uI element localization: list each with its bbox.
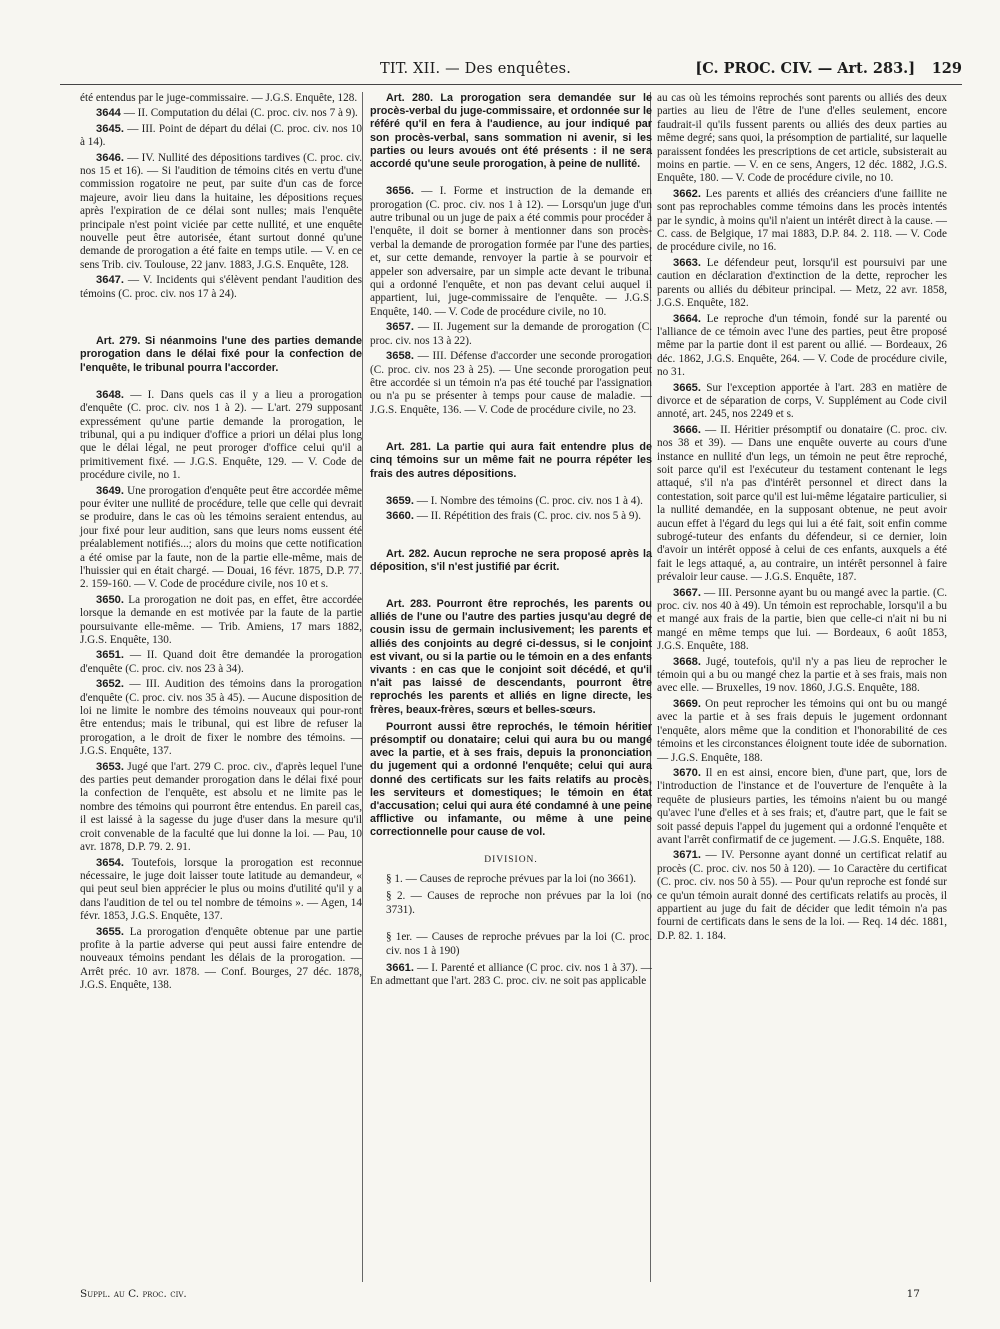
article-283-continued: Pourront aussi être reprochés, le témoin héritier présomptif ou donataire; celui qui aura bu ou mangé avec la partie, et à ses frais, depuis la prononciation du jugement qui a ordonné l'enquête; celui qui aura donné des certificats sur les faits relatifs au procès, les serviteurs et domestiques; le témoin en état d'accusation; celui qui aura été condamné à une peine afflictive ou infamante, ou même à une peine correctionnelle pour cause de vol. (370, 720, 652, 839)
code-article-reference: [C. PROC. CIV. — Art. 283.] (695, 60, 916, 77)
column-right (657, 92, 947, 945)
paragraph-3647: 3647. — V. Incidents qui s'élèvent pendant l'audition des témoins (C. proc. civ. nos 17 à 24). (80, 274, 362, 300)
paragraph-3660: 3660. — II. Répétition des frais (C. proc. civ. nos 5 à 9). (386, 510, 642, 523)
article-281: Art. 281. La partie qui aura fait entendre plus de cinq témoins sur un même fait ne pourra répéter les frais des autres dépositions. (370, 441, 652, 480)
paragraph-3665: 3665. Sur l'exception apportée à l'art. 283 en matière de divorce et de séparation de corps, V. Supplément au Code civil annoté, art. 245, nos 2249 et s. (657, 381, 947, 421)
paragraph-number: 3651. (96, 649, 124, 662)
paragraph-3646: 3646. — IV. Nullité des dépositions tardives (C. proc. civ. nos 15 et 16). — Si l'audition de témoins cités en vertu d'une commission rogatoire ne peut, par suite d'un cas de force majeure, avoir lieu dans la huitaine, les dépositions reçues après l'expiration de ce délai sont nulles; mais l'enquête principale n'est point viciée par cette nullité, et une enquête nouvelle peut être autorisée, étant surtout donné qu'une demande de prorogation a été faite en temps utile. — V. en ce sens Trib. civ. Toulouse, 22 janv. 1883, J.G.S. Enquête, 128. (80, 151, 362, 271)
paragraph-number: 3668. (673, 655, 701, 668)
paragraph-number: 3666. (673, 423, 701, 436)
paragraph-3656: 3656. — I. Forme et instruction de la demande en prorogation (C. proc. civ. nos 1 à 12). — Lorsqu'un juge d'un autre tribunal ou un juge de paix a été commis pour procéder à l'enquête, il doit se borner à mentionner dans son procès-verbal la demande de prorogation formée par l'une des parties, et, sur cette demande, renvoyer la partie à se pourvoir et appeler son adversaire, par un simple acte devant le tribunal qui a ordonné l'enquête, et non pas devant celui auquel il appartient, lui, juge-commissaire de l'enquête. — J.G.S. Enquête, 140. — V. Code de procédure civile, no 10. (370, 185, 652, 318)
page-header (380, 60, 962, 84)
column-divider-1 (362, 92, 363, 1282)
paragraph-3658: 3658. — III. Défense d'accorder une seconde prorogation (C. proc. civ. nos 23 à 25). — Une seconde prorogation peut être accordée si un témoin n'a pas été touché par l'assignation ou n'a pu se présenter à temps pour cause de maladie. — J.G.S. Enquête, 136. — V. Code de procédure civile, no 23. (370, 350, 652, 416)
signature-number: 17 (906, 1288, 920, 1300)
paragraph-3670: 3670. Il en est ainsi, encore bien, d'une part, que, lors de l'introduction de l'instance et de l'ouverture de l'enquête à la requête de plusieurs parties, les témoins n'aient bu ou mangé qu'avec l'une d'elles et à ses frais; et, d'autre part, que le fait se soit passé depuis l'appel du jugement qui a ordonné l'enquête et avant l'arrêt confirmatif de ce jugement. — J.G.S. Enquête, 188. (657, 766, 947, 846)
paragraph-3654: 3654. Toutefois, lorsque la prorogation est reconnue nécessaire, le juge doit laisser toute latitude au demandeur, « qui peut seul bien apprécier le plus ou moins d'utilité qu'il y a dans l'audition de tel ou tel nombre de témoins ». — Agen, 14 févr. 1853, J.G.S. Enquête, 137. (80, 856, 362, 923)
paragraph-number: 3650. (96, 593, 124, 606)
page-number: 129 (931, 60, 962, 77)
division-heading: DIVISION. (484, 854, 538, 865)
article-280: Art. 280. La prorogation sera demandée sur le procès-verbal du juge-commissaire, et ordonnée sur le référé qu'il en fera à l'audience, au jour indiqué par son procès-verbal, sans sommation ni avenir, si les parties ou leurs avoués ont été présents : il ne sera accordé qu'une seule prorogation, à peine de nullité. (370, 92, 652, 171)
paragraph-3655: 3655. La prorogation d'enquête obtenue par une partie profite à la partie adverse qui peut aussi faire entendre de nouveaux témoins pendant les délais de la prorogation. — Arrêt préc. 10 avr. 1878. — Conf. Bourges, 27 déc. 1878, J.G.S. Enquête, 138. (80, 925, 362, 992)
paragraph-number: 3656. (386, 185, 414, 198)
paragraph-number: 3645. (96, 122, 124, 135)
article-283: Art. 283. Pourront être reprochés, les parents ou alliés de l'une ou l'autre des parties jusqu'au degré de cousin issu de germain inclusivement; les parents et alliés des conjoints au degré ci-dessus, si le conjoint est vivant, ou si la partie ou le témoin en a des enfants vivants : en cas que le conjoint soit décédé, et qu'il n'ait pas laissé de descendants, pourront être reprochés les parents et alliés en ligne directe, les frères, beaux-frères, sœurs et belles-sœurs. (370, 597, 652, 716)
paragraph-3662: 3662. Les parents et alliés des créanciers d'une faillite ne sont pas reprochables comme témoins dans les procès intentés par le syndic, à moins qu'il n'aient un intérêt direct à la cause. — C. cass. de Belgique, 17 mai 1883, D.P. 84. 2. 118. — V. Code de procédure civile, no 16. (657, 187, 947, 254)
section-1-heading: § 1er. — Causes de reproche prévues par la loi (C. proc. civ. nos 1 à 190) (386, 931, 652, 957)
paragraph-3661: 3661. — I. Parenté et alliance (C proc. civ. nos 1 à 37). — En admettant que l'art. 283 C. proc. civ. ne soit pas applicable (370, 962, 652, 988)
paragraph-number: 3657. (386, 321, 414, 334)
paragraph: été entendus par le juge-commissaire. — J.G.S. Enquête, 128. (80, 92, 358, 104)
paragraph-number: 3665. (673, 381, 701, 394)
paragraph-number: 3646. (96, 151, 124, 164)
paragraph-number: 3671. (673, 849, 701, 862)
paragraph-number: 3647. (96, 274, 124, 287)
paragraph-number: 3648. (96, 388, 124, 401)
paragraph-3671: 3671. — IV. Personne ayant donné un certificat relatif au procès (C. proc. civ. nos 50 à 120). — 1o Caractère du certificat (C. proc. civ. nos 50 à 55). — Pour qu'un reproche est fondé sur ce qu'un témoin aurait donné des certificats relatifs au procès, il appartient au juge du fait de décider que ledit témoin n'a pas fourni de certificats dans le sens de la loi. — Req. 14 déc. 1881, D.P. 82. 1. 184. (657, 849, 947, 942)
paragraph-3644: 3644 — II. Computation du délai (C. proc. civ. nos 7 à 9). (96, 107, 358, 120)
paragraph-3650: 3650. La prorogation ne doit pas, en effet, être accordée lorsque la demande en est motivée par la faute de la partie poursuivante elle-même. — Trib. Amiens, 17 mars 1882, J.G.S. Enquête, 130. (80, 593, 362, 647)
paragraph-number: 3658. (386, 350, 414, 363)
paragraph-number: 3649. (96, 484, 124, 497)
paragraph-number: 3652. (96, 678, 124, 691)
paragraph-3652: 3652. — III. Audition des témoins dans la prorogation d'enquête (C. proc. civ. nos 35 à 45). — Aucune disposition de loi ne limite le nombre des témoins nouveaux qui pour-ront être entendus; mais le tribunal, qui est libre de refuser la prorogation, a le droit de fixer le nombre des témoins. — J.G.S. Enquête, 137. (80, 678, 362, 758)
paragraph-number: 3659. (386, 494, 414, 507)
paragraph-3663: 3663. Le défendeur peut, lorsqu'il est poursuivi par une caution en déclaration d'extinction de la dette, reprocher les parents ou alliés du débiteur principal. — Metz, 22 avr. 1858, J.G.S. Enquête, 182. (657, 256, 947, 310)
article-282: Art. 282. Aucun reproche ne sera proposé après la déposition, s'il n'est justifié par écrit. (370, 547, 652, 573)
footer-collection: Suppl. au C. proc. civ. (80, 1288, 187, 1300)
paragraph-number: 3653. (96, 760, 124, 773)
paragraph-number: 3667. (673, 586, 701, 599)
running-title: TIT. XII. — Des enquêtes. (380, 61, 572, 77)
paragraph-3657: 3657. — II. Jugement sur la demande de prorogation (C. proc. civ. nos 13 à 22). (370, 321, 652, 347)
paragraph-3649: 3649. Une prorogation d'enquête peut être accordée même pour éviter une nullité de procédure, telle que celle qui devrait se produire, dans le cas où les témoins seraient entendus, au jour fixé pour leur audition, sans que leurs noms eussent été préalablement notifiés...; alors du moins que cette notification a été omise par la faute, non de la partie elle-même, mais de l'huissier qui en était chargé. — Douai, 16 févr. 1875, D.P. 77. 2. 159-160. — V. Code de procédure civile, nos 10 et s. (80, 484, 362, 591)
paragraph-3653: 3653. Jugé que l'art. 279 C. proc. civ., d'après lequel l'une des parties peut demander prorogation dans le délai fixé pour la confection de l'enquête, est absolu et ne limite pas le nombre des témoins qui pourront être entendus. En pareil cas, il est laissé à la sagesse du juge d'user dans la mesure qu'il croit convenable de la faculté que lui donne la loi. — Pau, 10 avr. 1878, D.P. 79. 2. 91. (80, 760, 362, 854)
paragraph-number: 3670. (673, 766, 701, 779)
paragraph-3648: 3648. — I. Dans quels cas il y a lieu a prorogation d'enquête (C. proc. civ. nos 1 à 2). — L'art. 279 supposant expressément qu'une partie demande la prorogation, le tribunal, qui a pu indiquer d'office a priori un délai plus long que le délai légal, ne peut proroger d'office celui qu'il a primitivement fixé. — J.G.S. Enquête, 129. — V. Code de procédure civile, no 1. (80, 388, 362, 482)
page-footer (80, 1288, 920, 1300)
paragraph-number: 3662. (673, 187, 701, 200)
column-left (80, 92, 362, 995)
paragraph-number: 3663. (673, 256, 701, 269)
paragraph-number: 3644 (96, 107, 121, 120)
header-rule (60, 84, 962, 85)
paragraph-3651: 3651. — II. Quand doit être demandée la prorogation d'enquête (C. proc. civ. nos 23 à 34). (80, 649, 362, 675)
division-section-1: § 1. — Causes de reproche prévues par la loi (no 3661). (386, 873, 637, 886)
paragraph-number: 3661. (386, 962, 414, 975)
paragraph-3659: 3659. — I. Nombre des témoins (C. proc. civ. nos 1 à 4). (386, 494, 643, 507)
paragraph-continued: au cas où les témoins reprochés sont parents ou alliés des deux parties au lieu de l'être de l'une d'elles seulement, encore faudrait-il qu'ils fussent parents ou alliés des deux parties au même degré; sans quoi, la présomption de partialité, sur laquelle paraissent fondées les prescriptions de cet article, subsisterait au moins en partie. — V. en ce sens, Angers, 12 déc. 1882, J.G.S. Enquête, 180. — V. Code de procédure civile, no 10. (657, 92, 947, 185)
paragraph-3668: 3668. Jugé, toutefois, qu'il n'y a pas lieu de reprocher le témoin qui a bu ou mangé chez la partie et à ses frais, mais non avec elle. — Bruxelles, 19 nov. 1860, J.G.S. Enquête, 188. (657, 655, 947, 695)
paragraph-number: 3660. (386, 510, 414, 523)
paragraph-3666: 3666. — II. Héritier présomptif ou donataire (C. proc. civ. nos 38 et 39). — Dans une enquête ouverte au cours d'une instance en nullité d'un legs, un témoin ne peut être reproché, soit parce qu'il est l'exécuteur du testament contenant le legs attaqué, s'il n'a pas d'intérêt personnel et direct dans la contestation, soit parce qu'il est lui-même légataire particulier, si la nullité demandée, en la supposant obtenue, ne peut avoir aucun effet à l'égard du legs qui lui a été fait, soit enfin comme subrogé-tuteur des enfants du défendeur, si ce dernier, loin d'avoir un intérêt opposé à celui de ces enfants, auxquels a été fait le legs attaqué, a, au contraire, un intérêt personnel à faire prévaloir leur cause. — J.G.S. Enquête, 187. (657, 423, 947, 584)
column-middle (370, 92, 652, 991)
paragraph-number: 3664. (673, 312, 701, 325)
paragraph-number: 3669. (673, 697, 701, 710)
paragraph-3645: 3645. — III. Point de départ du délai (C. proc. civ. nos 10 à 14). (80, 122, 362, 149)
article-279: Art. 279. Si néanmoins l'une des parties demande prorogation dans le délai fixé pour la confection de l'enquête, le tribunal pourra l'accorder. (80, 335, 362, 374)
paragraph-3667: 3667. — III. Personne ayant bu ou mangé avec la partie. (C. proc. civ. nos 40 à 49). Un témoin est reprochable, lorsqu'il a bu et mangé aux frais de la partie, bien que celle-ci n'ait ni bu ni mangé en même temps que lui. — Bordeaux, 6 août 1853, J.G.S. Enquête, 188. (657, 586, 947, 653)
division-section-2: § 2. — Causes de reproche non prévues par la loi (no 3731). (386, 890, 652, 916)
paragraph-3664: 3664. Le reproche d'un témoin, fondé sur la parenté ou l'alliance de ce témoin avec l'une des parties, peut être proposé même par la partie dont il est parent ou allié. — Bordeaux, 26 déc. 1862, J.G.S. Enquête, 264. — V. Code de procédure civile, no 31. (657, 312, 947, 379)
paragraph-number: 3654. (96, 856, 124, 869)
paragraph-3669: 3669. On peut reprocher les témoins qui ont bu ou mangé avec la partie et à ses frais depuis le jugement ordonnant l'enquête, alors même que la condition et l'honorabilité de ces témoins et les circonstances éloignent toute idée de subornation. — J.G.S. Enquête, 188. (657, 697, 947, 764)
paragraph-number: 3655. (96, 925, 124, 938)
